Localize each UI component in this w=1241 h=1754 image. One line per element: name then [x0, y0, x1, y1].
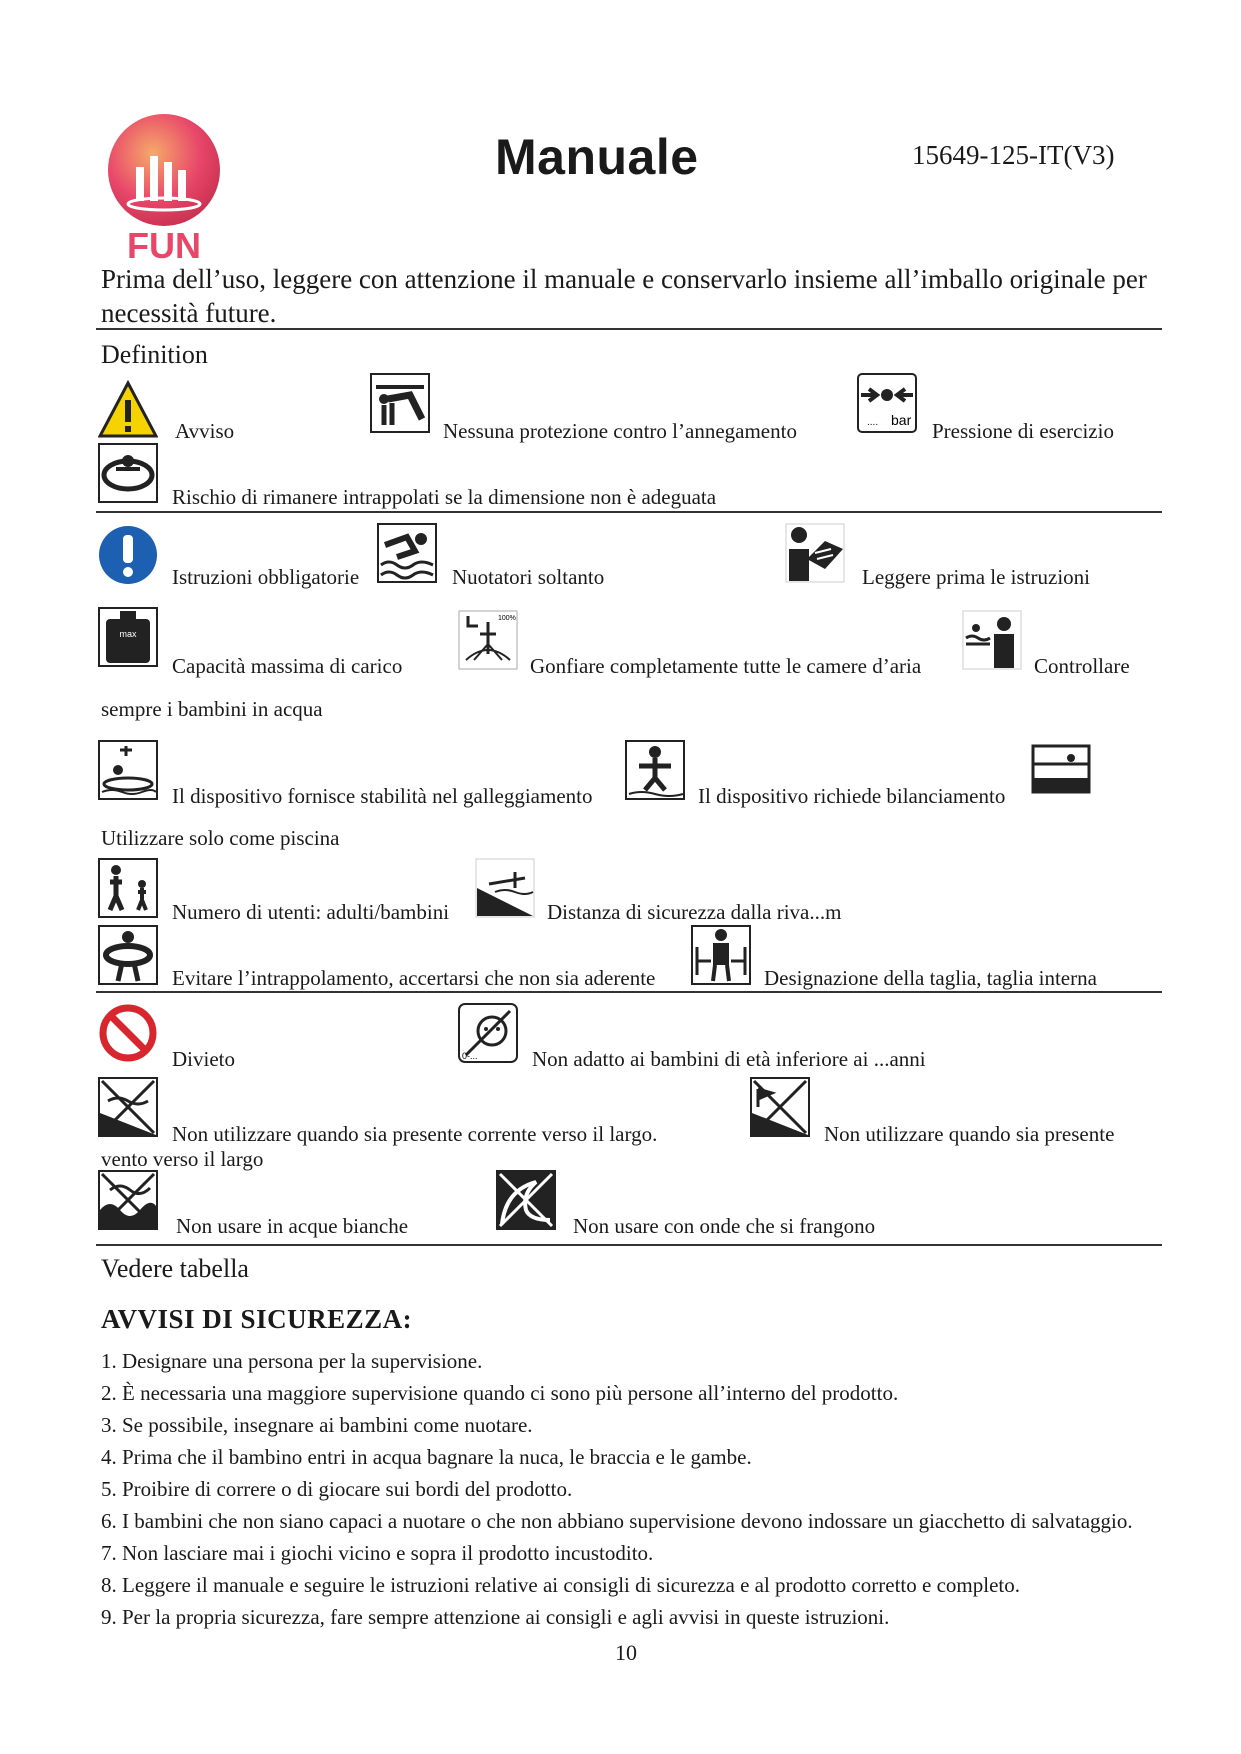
offshore-current-icon: [98, 1077, 158, 1137]
pressure-unit: bar: [891, 412, 912, 428]
symbol-label: Leggere prima le istruzioni: [862, 565, 1090, 589]
supervise-children-icon: [962, 610, 1022, 670]
size-designation-icon: [691, 925, 751, 985]
inflate-chambers-icon: [458, 610, 518, 670]
symbol-label: Il dispositivo fornisce stabilità nel galleggiamento: [172, 784, 593, 808]
symbol-label: Capacità massima di carico: [172, 654, 403, 678]
max-load-tag: max: [119, 629, 137, 639]
symbol-label: Non usare con onde che si frangono: [573, 1214, 876, 1238]
avoid-entrapment-icon: [98, 925, 158, 985]
symbol-label: Istruzioni obbligatorie: [172, 565, 360, 589]
list-item: 1. Designare una persona per la supervisione.: [101, 1349, 483, 1373]
max-load-weight-icon: [98, 607, 158, 667]
document-id: 15649-125-IT(V3): [912, 140, 1115, 170]
safety-warnings-list: [101, 1348, 1151, 1636]
age-tag: 0-...: [462, 1051, 478, 1061]
symbol-label: Il dispositivo richiede bilanciamento: [698, 784, 1006, 808]
symbol-label: Controllare: [1034, 654, 1130, 678]
symbol-label: Non usare in acque bianche: [176, 1214, 409, 1238]
symbol-label-continued: vento verso il largo: [101, 1147, 264, 1171]
entrapment-ring-icon: [98, 443, 158, 503]
list-item: 6. I bambini che non siano capaci a nuotare o che non abbiano supervisione devono indossare un giacchetto di salvataggio.: [101, 1509, 1133, 1533]
symbol-label: Nessuna protezione contro l’annegamento: [443, 419, 797, 443]
pressure-dots: ....: [867, 417, 879, 428]
list-item: 7. Non lasciare mai i giochi vicino e sopra il prodotto incustodito.: [101, 1541, 654, 1565]
intro-text: Prima dell’uso, leggere con attenzione il manuale e conservarlo insieme all’imballo originale per necessità future.: [101, 264, 1147, 328]
breaking-waves-icon: [496, 1170, 556, 1230]
whitewater-icon: [98, 1170, 158, 1230]
divider: [96, 1244, 1162, 1246]
pressure-gauge-icon: [857, 373, 917, 433]
symbol-label: Divieto: [172, 1047, 235, 1071]
list-item: 9. Per la propria sicurezza, fare sempre attenzione ai consigli e agli avvisi in queste istruzioni.: [101, 1605, 890, 1629]
page-number: 10: [615, 1640, 637, 1665]
inflate-tag: 100%: [498, 615, 516, 622]
symbol-label: Pressione di esercizio: [932, 419, 1114, 443]
symbol-label: Avviso: [175, 419, 235, 443]
read-instructions-icon: [785, 523, 845, 583]
symbol-label: Numero di utenti: adulti/bambini: [172, 900, 450, 924]
symbol-label: Rischio di rimanere intrappolati se la dimensione non è adeguata: [172, 485, 717, 509]
symbol-label: Non adatto ai bambini di età inferiore ai ...anni: [532, 1047, 926, 1071]
not-for-children-icon: [458, 1003, 518, 1063]
list-item: 8. Leggere il manuale e seguire le istruzioni relative ai consigli di sicurezza e al prodotto corretto e completo.: [101, 1573, 1020, 1597]
symbol-label: Distanza di sicurezza dalla riva...m: [547, 900, 842, 924]
list-item: 3. Se possibile, insegnare ai bambini come nuotare.: [101, 1413, 533, 1437]
warning-triangle-icon: [98, 380, 158, 440]
float-stability-icon: [98, 740, 158, 800]
divider: [96, 328, 1162, 330]
shore-distance-icon: [475, 858, 535, 918]
definition-heading: Definition: [101, 340, 208, 369]
swimmer-icon: [377, 523, 437, 583]
symbol-label: Nuotatori soltanto: [452, 565, 605, 589]
page-title: Manuale: [495, 129, 699, 185]
offshore-wind-icon: [750, 1077, 810, 1137]
mandatory-instructions-icon: [98, 525, 158, 585]
symbol-label: Gonfiare completamente tutte le camere d’aria: [530, 654, 922, 678]
divider: [96, 511, 1162, 513]
list-item: 2. È necessaria una maggiore supervisione quando ci sono più persone all’interno del prodotto.: [101, 1381, 899, 1405]
list-item: 5. Proibire di correre o di giocare sui bordi del prodotto.: [101, 1477, 573, 1501]
prohibition-icon: [98, 1003, 158, 1063]
table-reference: Vedere tabella: [101, 1254, 249, 1283]
symbol-label-continued: sempre i bambini in acqua: [101, 697, 323, 721]
symbol-label: Designazione della taglia, taglia interna: [764, 966, 1097, 990]
symbol-label: Non utilizzare quando sia presente corrente verso il largo.: [172, 1122, 658, 1146]
users-adults-children-icon: [98, 858, 158, 918]
symbol-label: Non utilizzare quando sia presente: [824, 1122, 1115, 1146]
pool-only-icon: [1031, 738, 1091, 798]
list-item: 4. Prima che il bambino entri in acqua bagnare la nuca, le braccia e le gambe.: [101, 1445, 752, 1469]
divider: [96, 991, 1162, 993]
logo-text: FUN: [127, 225, 201, 262]
symbol-label: Evitare l’intrappolamento, accertarsi che non sia aderente: [172, 966, 656, 990]
safety-warnings-heading: AVVISI DI SICUREZZA:: [101, 1304, 413, 1334]
no-drowning-protection-icon: [370, 373, 430, 433]
brand-logo: [100, 112, 228, 262]
balance-required-icon: [625, 740, 685, 800]
symbol-label-continued: Utilizzare solo come piscina: [101, 826, 340, 850]
